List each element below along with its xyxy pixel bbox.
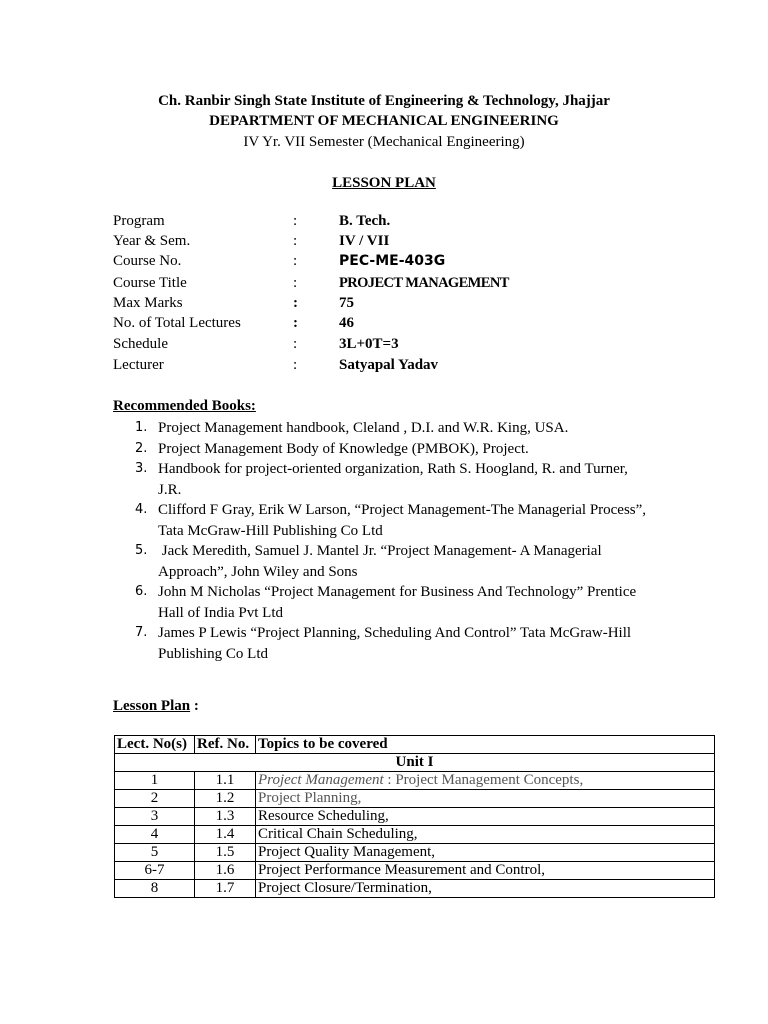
info-row-course-title xyxy=(113,275,633,295)
info-colon: : xyxy=(293,275,298,291)
semester-line: IV Yr. VII Semester (Mechanical Engineering) xyxy=(243,134,525,150)
column-header-ref: Ref. No. xyxy=(195,736,256,754)
ref-cell: 1.7 xyxy=(195,880,256,898)
info-value: B. Tech. xyxy=(339,213,391,229)
topic-cell: Project Quality Management, xyxy=(256,844,715,862)
unit-row xyxy=(115,754,715,772)
topic-cell: Critical Chain Scheduling, xyxy=(256,826,715,844)
book-line: Clifford F Gray, Erik W Larson, “Project Management-The Managerial Process”, xyxy=(158,502,647,518)
topic-cell: Project Performance Measurement and Control, xyxy=(256,862,715,880)
lect-cell: 2 xyxy=(115,790,195,808)
info-label: Max Marks xyxy=(113,295,183,311)
book-number: 4. xyxy=(135,502,148,517)
topic-cell xyxy=(256,772,715,790)
book-line: Project Management handbook, Cleland , D.I. and W.R. King, USA. xyxy=(158,420,569,436)
info-colon: : xyxy=(293,336,298,352)
ref-cell: 1.6 xyxy=(195,862,256,880)
book-text xyxy=(158,500,658,541)
info-value: 46 xyxy=(339,315,354,331)
topic-text: Project Planning, xyxy=(258,790,362,806)
table-row xyxy=(115,790,715,808)
lesson-plan-heading-colon: : xyxy=(190,698,199,714)
department-name: DEPARTMENT OF MECHANICAL ENGINEERING xyxy=(209,113,559,129)
book-number: 3. xyxy=(135,461,148,476)
book-number: 7. xyxy=(135,625,148,640)
book-line: Hall of India Pvt Ltd xyxy=(158,604,283,621)
info-colon: : xyxy=(293,213,298,229)
column-header-lect: Lect. No(s) xyxy=(115,736,195,754)
column-header-topics: Topics to be covered xyxy=(256,736,715,754)
book-text xyxy=(158,582,658,623)
lect-cell: 8 xyxy=(115,880,195,898)
topic-italic: Project Management xyxy=(258,772,384,788)
ref-cell: 1.4 xyxy=(195,826,256,844)
book-number: 5. xyxy=(135,543,148,558)
ref-cell: 1.3 xyxy=(195,808,256,826)
book-number: 6. xyxy=(135,584,148,599)
info-value: 3L+0T=3 xyxy=(339,336,399,352)
book-text xyxy=(158,541,658,582)
institute-name: Ch. Ranbir Singh State Institute of Engineering & Technology, Jhajjar xyxy=(158,93,610,109)
book-number: 2. xyxy=(135,441,148,456)
book-line: Jack Meredith, Samuel J. Mantel Jr. “Project Management- A Managerial xyxy=(158,543,602,559)
books-heading: Recommended Books: xyxy=(113,398,256,414)
info-colon: : xyxy=(293,295,298,311)
lect-cell: 5 xyxy=(115,844,195,862)
info-label: No. of Total Lectures xyxy=(113,315,241,331)
book-number: 1. xyxy=(135,420,148,435)
info-colon: : xyxy=(293,357,298,373)
info-label: Course No. xyxy=(113,253,182,269)
table-header-row xyxy=(115,736,715,754)
info-row-course-no xyxy=(113,253,633,273)
table-row xyxy=(115,772,715,790)
info-row-max-marks xyxy=(113,295,633,315)
lesson-plan-heading-text: Lesson Plan xyxy=(113,698,191,714)
lect-cell: 1 xyxy=(115,772,195,790)
book-line: J.R. xyxy=(158,481,182,498)
table-row xyxy=(115,862,715,880)
lesson-plan-heading xyxy=(113,698,199,715)
book-text xyxy=(158,418,658,439)
info-value: PEC-ME-403G xyxy=(339,253,446,269)
topic-text: : Project Management Concepts, xyxy=(383,772,584,788)
ref-cell: 1.2 xyxy=(195,790,256,808)
info-row-year-sem xyxy=(113,233,633,253)
book-line: Publishing Co Ltd xyxy=(158,645,269,662)
table-row xyxy=(115,844,715,862)
info-colon: : xyxy=(293,233,298,249)
lect-cell: 6-7 xyxy=(115,862,195,880)
topic-cell xyxy=(256,790,715,808)
info-row-total-lectures xyxy=(113,315,633,335)
ref-cell: 1.5 xyxy=(195,844,256,862)
book-line: Tata McGraw-Hill Publishing Co Ltd xyxy=(158,522,383,539)
info-row-program xyxy=(113,213,633,233)
info-label: Course Title xyxy=(113,275,187,291)
info-value: IV / VII xyxy=(339,233,390,249)
info-label: Year & Sem. xyxy=(113,233,191,249)
info-value: Satyapal Yadav xyxy=(339,357,439,373)
info-value: PROJECT MANAGEMENT xyxy=(339,275,509,291)
book-line: John M Nicholas “Project Management for Business And Technology” Prentice xyxy=(158,584,637,600)
info-colon: : xyxy=(293,315,298,331)
lesson-plan-table xyxy=(114,735,715,898)
document-title: LESSON PLAN xyxy=(332,175,436,191)
book-line: Handbook for project-oriented organization, Rath S. Hoogland, R. and Turner, xyxy=(158,461,628,477)
ref-cell: 1.1 xyxy=(195,772,256,790)
book-line: Approach”, John Wiley and Sons xyxy=(158,563,358,580)
unit-label: Unit I xyxy=(115,754,715,772)
info-row-lecturer xyxy=(113,357,633,377)
book-line: Project Management Body of Knowledge (PMBOK), Project. xyxy=(158,441,529,457)
info-row-schedule xyxy=(113,336,633,356)
info-value: 75 xyxy=(339,295,354,311)
info-label: Schedule xyxy=(113,336,168,352)
book-text xyxy=(158,459,658,500)
lect-cell: 4 xyxy=(115,826,195,844)
topic-cell: Project Closure/Termination, xyxy=(256,880,715,898)
info-label: Lecturer xyxy=(113,357,164,373)
book-line: James P Lewis “Project Planning, Scheduling And Control” Tata McGraw-Hill xyxy=(158,625,632,641)
lect-cell: 3 xyxy=(115,808,195,826)
table-row xyxy=(115,880,715,898)
book-text xyxy=(158,623,658,664)
table-row xyxy=(115,826,715,844)
info-label: Program xyxy=(113,213,165,229)
book-text xyxy=(158,439,658,460)
info-colon: : xyxy=(293,253,298,269)
table-row xyxy=(115,808,715,826)
topic-cell: Resource Scheduling, xyxy=(256,808,715,826)
